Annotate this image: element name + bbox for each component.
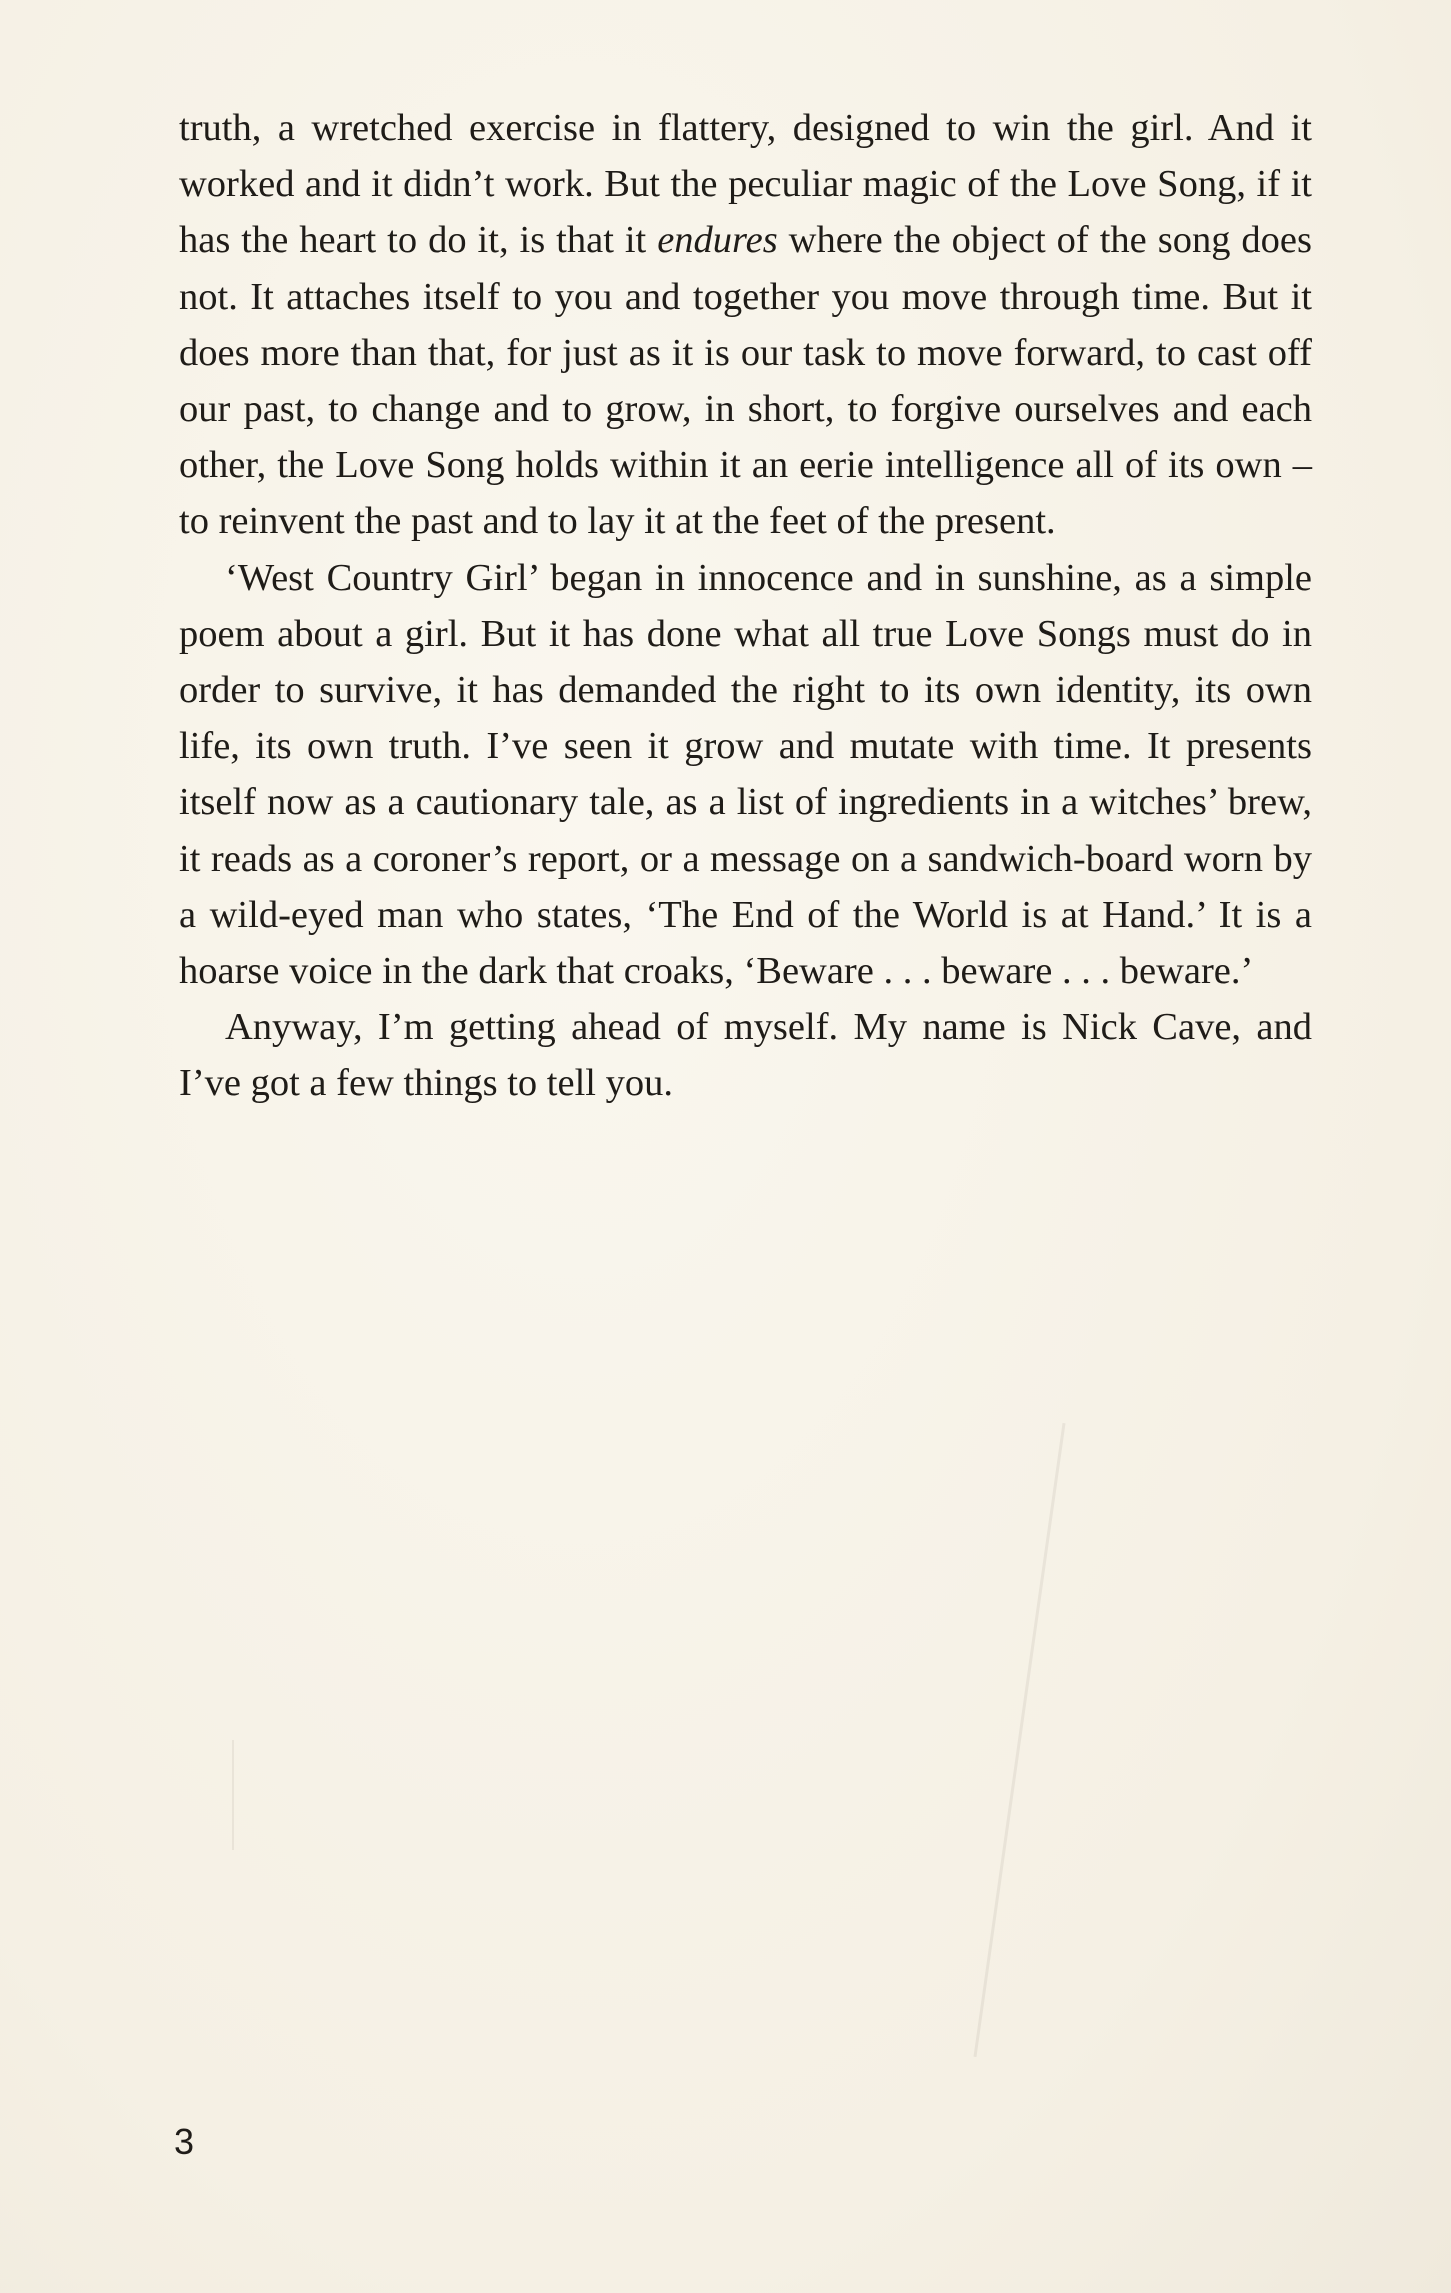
show-through-line: [232, 1740, 234, 1850]
paragraph-3: Anyway, I’m getting ahead of myself. My name is Nick Cave, and I’ve got a few things to tell you.: [179, 1006, 1312, 1105]
emphasis-endures: endures: [657, 219, 778, 262]
paragraph-2: ‘West Country Girl’ began in innocence and in sunshine, as a simple poem about a girl. But it has done what all true Love Songs must do in order to survive, it has demanded the right to its own identity, its own life, its own truth. I’ve seen it grow and mutate with time. It presents itself now as a cautionary tale, as a list of ingredients in a witches’ brew, it reads as a coroner’s report, or a message on a sandwich-board worn by a wild-eyed man who states, ‘The End of the World is at Hand.’ It is a hoarse voice in the dark that croaks, ‘Beware . . . beware . . . beware.’: [179, 556, 1312, 993]
paragraph-1-end: where the object of the song does not. It attaches itself to you and together you move through time. But it does more than that, for just as it is our task to move forward, to cast off our past, to change and to grow, in short, to forgive ourselves and each other, the Love Song holds within it an eerie intelligence all of its own – to reinvent the past and to lay it at the feet of the present.: [179, 219, 1312, 543]
paragraph-1: [179, 100, 1312, 550]
body-text: [179, 100, 1312, 1112]
show-through-line: [973, 1423, 1065, 2057]
page-number: 3: [174, 2121, 195, 2162]
paragraph-1-start: truth, a wretched exercise in flattery, designed to win the girl. And it worked and it didn’t work. But the peculiar magic of the Love Song, if it has the heart to do it, is that it: [179, 107, 1312, 262]
